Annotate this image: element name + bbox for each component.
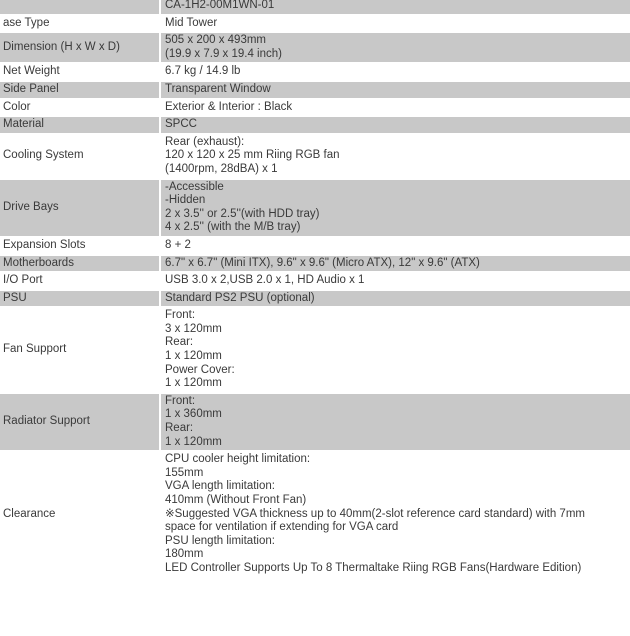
spec-row [0, 179, 630, 237]
spec-value [160, 255, 630, 273]
spec-row [0, 32, 630, 63]
spec-value [160, 0, 630, 15]
spec-value-line: Exterior & Interior : Black [165, 100, 293, 113]
spec-row [0, 134, 630, 179]
spec-value-line: ※Suggested VGA thickness up to 40mm(2-slot reference card standard) with 7mm [165, 507, 585, 520]
spec-value [160, 393, 630, 451]
spec-row [0, 255, 630, 273]
spec-value [160, 272, 630, 290]
spec-value-line: 1 x 120mm [165, 435, 222, 448]
spec-value-line: 505 x 200 x 493mm [165, 34, 267, 47]
spec-row [0, 393, 630, 451]
spec-value-line: Front: [165, 309, 196, 322]
spec-value-line: space for ventilation if extending for VGA card [165, 521, 399, 534]
spec-value-line: CA-1H2-00M1WN-01 [165, 0, 275, 11]
spec-value [160, 179, 630, 237]
spec-value [160, 15, 630, 33]
spec-value-line: 3 x 120mm [165, 322, 222, 335]
spec-value-line: Transparent Window [165, 82, 271, 95]
spec-row [0, 237, 630, 255]
spec-row [0, 63, 630, 81]
spec-label: ase Type [0, 15, 160, 33]
spec-value-line: -Accessible [165, 180, 224, 193]
spec-value-line: 1 x 120mm [165, 377, 222, 390]
spec-label: Material [0, 116, 160, 134]
spec-row [0, 290, 630, 308]
spec-value [160, 99, 630, 117]
spec-label: Dimension (H x W x D) [0, 32, 160, 63]
spec-value-line: 6.7" x 6.7" (Mini ITX), 9.6" x 9.6" (Micro ATX), 12" x 9.6" (ATX) [165, 256, 480, 269]
spec-value-line: CPU cooler height limitation: [165, 453, 311, 466]
spec-value-line: 6.7 kg / 14.9 lb [165, 65, 241, 78]
spec-label: Net Weight [0, 63, 160, 81]
spec-label: Expansion Slots [0, 237, 160, 255]
spec-value-line: 155mm [165, 466, 204, 479]
spec-row [0, 116, 630, 134]
spec-row [0, 451, 630, 577]
spec-label: I/O Port [0, 272, 160, 290]
spec-value-line: SPCC [165, 118, 197, 131]
spec-value-line: 4 x 2.5'' (with the M/B tray) [165, 221, 301, 234]
spec-value-line: 8 + 2 [165, 238, 191, 251]
spec-value-line: 1 x 120mm [165, 350, 222, 363]
spec-value [160, 63, 630, 81]
spec-row [0, 81, 630, 99]
spec-value-line: Rear (exhaust): [165, 135, 245, 148]
spec-value-line: Power Cover: [165, 363, 235, 376]
spec-label: Radiator Support [0, 393, 160, 451]
spec-value [160, 290, 630, 308]
spec-value-line: Standard PS2 PSU (optional) [165, 291, 315, 304]
spec-value-line: (19.9 x 7.9 x 19.4 inch) [165, 47, 282, 60]
spec-value-line: Mid Tower [165, 16, 218, 29]
spec-value-line: USB 3.0 x 2,USB 2.0 x 1, HD Audio x 1 [165, 274, 365, 287]
spec-value [160, 307, 630, 393]
spec-value-line: PSU length limitation: [165, 534, 275, 547]
spec-value [160, 32, 630, 63]
spec-value-line: 2 x 3.5'' or 2.5''(with HDD tray) [165, 207, 320, 220]
spec-value-line: VGA length limitation: [165, 480, 275, 493]
spec-value-line: 120 x 120 x 25 mm Riing RGB fan [165, 149, 340, 162]
spec-label: Clearance [0, 451, 160, 577]
spec-row [0, 15, 630, 33]
spec-value-line: (1400rpm, 28dBA) x 1 [165, 162, 278, 175]
spec-value-line: LED Controller Supports Up To 8 Thermaltake Riing RGB Fans(Hardware Edition) [165, 561, 582, 574]
spec-value-line: -Hidden [165, 194, 206, 207]
spec-label: PSU [0, 290, 160, 308]
spec-value-line: Front: [165, 394, 196, 407]
spec-label: Color [0, 99, 160, 117]
spec-value-line: Rear: [165, 336, 194, 349]
spec-value-line: 1 x 360mm [165, 408, 222, 421]
spec-value [160, 81, 630, 99]
spec-value [160, 116, 630, 134]
spec-row [0, 0, 630, 15]
spec-row [0, 272, 630, 290]
spec-value [160, 451, 630, 577]
spec-label [0, 0, 160, 15]
spec-label: Drive Bays [0, 179, 160, 237]
spec-value [160, 134, 630, 179]
spec-value-line: Rear: [165, 422, 194, 435]
spec-value-line: 180mm [165, 548, 204, 561]
spec-row [0, 99, 630, 117]
spec-value [160, 237, 630, 255]
spec-label: Motherboards [0, 255, 160, 273]
spec-label: Fan Support [0, 307, 160, 393]
spec-value-line: 410mm (Without Front Fan) [165, 494, 307, 506]
spec-row [0, 307, 630, 393]
spec-label: Cooling System [0, 134, 160, 179]
spec-label: Side Panel [0, 81, 160, 99]
